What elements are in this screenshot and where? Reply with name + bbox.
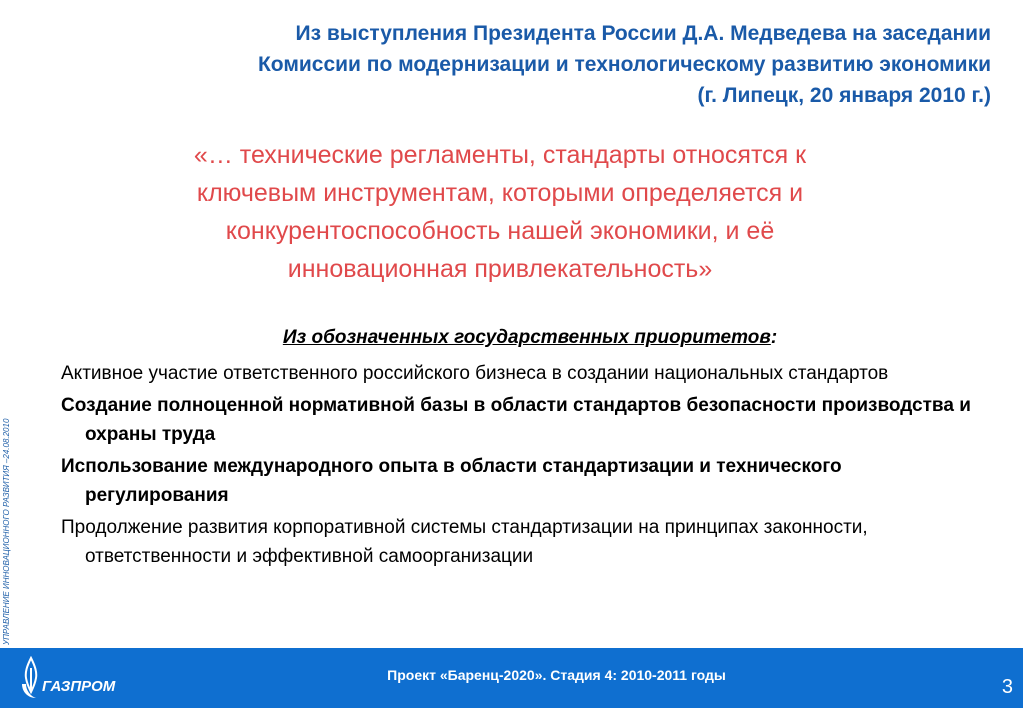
list-item: Создание полноценной нормативной базы в области стандартов безопасности производства и охраны труда xyxy=(61,395,971,445)
footer-bar xyxy=(0,648,1023,708)
priorities-heading-text: Из обозначенных государственных приоритетов xyxy=(282,327,771,348)
side-note: УПРАВЛЕНИЕ ИННОВАЦИОННОГО РАЗВИТИЯ –24.08.2010 xyxy=(2,418,11,645)
priorities-heading xyxy=(200,327,860,349)
footer-title: Проект «Баренц-2020». Стадия 4: 2010-2011 годы xyxy=(387,667,726,683)
quote-line-2: ключевым инструментам, которыми определяется и xyxy=(196,179,804,207)
list-item: Активное участие ответственного российского бизнеса в создании национальных стандартов xyxy=(61,363,889,384)
priorities-list xyxy=(61,359,971,574)
quote-line-1: «… технические регламенты, стандарты относятся к xyxy=(193,141,807,169)
logo-wordmark: ГАЗПРОМ xyxy=(42,678,116,695)
quote-block xyxy=(110,136,890,288)
slide-title xyxy=(91,18,991,111)
quote-line-3: конкурентоспособность нашей экономики, и её xyxy=(225,217,775,245)
title-line-1: Из выступления Президента России Д.А. Медведева на заседании xyxy=(295,22,991,45)
title-line-3: (г. Липецк, 20 января 2010 г.) xyxy=(697,84,991,107)
list-item: Продолжение развития корпоративной системы стандартизации на принципах законности, ответственности и эффективной самоорганизации xyxy=(61,517,868,567)
quote-line-4: инновационная привлекательность» xyxy=(287,255,713,283)
list-item: Использование международного опыта в области стандартизации и технического регулирования xyxy=(61,456,842,506)
priorities-heading-colon: : xyxy=(770,327,778,348)
page-number: 3 xyxy=(1001,676,1013,698)
title-line-2: Комиссии по модернизации и технологическому развитию экономики xyxy=(257,53,991,76)
